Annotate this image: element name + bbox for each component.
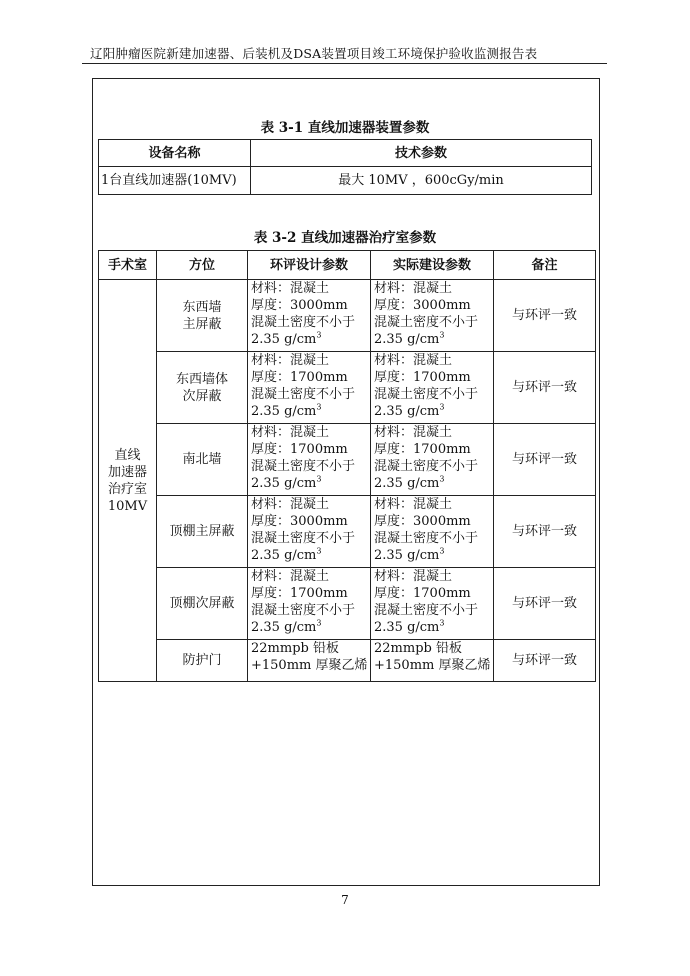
actual-param-line: [374, 602, 491, 619]
design-param-line: [251, 369, 368, 386]
actual-param-text: 混凝土密度不小于: [374, 603, 479, 618]
design-param-text: 2.35 g/cm: [251, 476, 317, 491]
design-param-line: [251, 602, 368, 619]
position-line: 南北墙: [182, 452, 222, 467]
table-row: [99, 424, 596, 496]
table1-params-cell: 最大 10MV ，600cGy/min: [251, 167, 592, 195]
design-param-text: 厚度：3000mm: [251, 514, 348, 529]
table-row: [99, 640, 596, 682]
actual-param-line: [374, 619, 491, 636]
design-param-line: [251, 513, 368, 530]
actual-param-text: 厚度：1700mm: [374, 370, 471, 385]
design-param-line: [251, 424, 368, 441]
actual-param-line: [374, 585, 491, 602]
actual-param-line: [374, 547, 491, 564]
table1-header-params: 技术参数: [251, 140, 592, 167]
design-param-line: [251, 403, 368, 420]
design-param-text: +150mm 厚聚乙烯: [251, 658, 368, 673]
design-param-text: 厚度：1700mm: [251, 586, 348, 601]
unit-exponent: 3: [439, 618, 445, 628]
actual-param-line: [374, 530, 491, 547]
actual-params-cell: [371, 424, 494, 496]
actual-param-text: 厚度：3000mm: [374, 298, 471, 313]
position-line: 东西墙: [182, 299, 222, 315]
position-cell: [157, 568, 248, 640]
actual-param-line: [374, 441, 491, 458]
actual-param-line: [374, 657, 491, 674]
actual-param-text: 混凝土密度不小于: [374, 315, 479, 330]
note-cell: 与环评一致: [494, 496, 596, 568]
actual-param-line: [374, 496, 491, 513]
position-line: 主屏蔽: [182, 316, 222, 332]
design-param-text: 材料：混凝土: [251, 497, 330, 512]
actual-param-line: [374, 403, 491, 420]
design-param-text: 混凝土密度不小于: [251, 603, 356, 618]
page-number: 7: [341, 893, 349, 907]
actual-param-line: [374, 458, 491, 475]
design-params-cell: [248, 640, 371, 682]
note-cell: 与环评一致: [494, 640, 596, 682]
design-param-line: [251, 386, 368, 403]
room-name-line: 加速器: [107, 464, 147, 480]
design-param-text: 22mmpb 铅板: [251, 641, 339, 656]
note-cell: 与环评一致: [494, 568, 596, 640]
room-name-line: 治疗室: [107, 481, 147, 497]
unit-exponent: 3: [316, 330, 322, 340]
actual-param-line: [374, 369, 491, 386]
actual-param-line: [374, 568, 491, 585]
unit-exponent: 3: [316, 402, 322, 412]
design-param-text: 2.35 g/cm: [251, 620, 317, 635]
design-param-line: [251, 547, 368, 564]
unit-exponent: 3: [439, 330, 445, 340]
actual-param-line: [374, 424, 491, 441]
actual-param-text: 厚度：3000mm: [374, 514, 471, 529]
actual-param-text: 2.35 g/cm: [374, 620, 440, 635]
design-param-line: [251, 297, 368, 314]
design-param-text: 混凝土密度不小于: [251, 387, 356, 402]
actual-param-line: [374, 513, 491, 530]
actual-param-text: 2.35 g/cm: [374, 332, 440, 347]
room-name-line: 10MV: [107, 498, 148, 514]
accelerator-device-table: [98, 139, 592, 195]
design-param-line: [251, 585, 368, 602]
note-cell: 与环评一致: [494, 280, 596, 352]
design-param-line: [251, 619, 368, 636]
room-name-line: 直线: [114, 447, 141, 463]
position-cell: [157, 640, 248, 682]
actual-param-text: 2.35 g/cm: [374, 476, 440, 491]
unit-exponent: 3: [439, 546, 445, 556]
design-param-text: 材料：混凝土: [251, 569, 330, 584]
actual-param-line: [374, 280, 491, 297]
actual-param-text: 材料：混凝土: [374, 569, 453, 584]
actual-param-text: 材料：混凝土: [374, 497, 453, 512]
position-cell: [157, 352, 248, 424]
actual-params-cell: [371, 568, 494, 640]
design-param-text: 材料：混凝土: [251, 281, 330, 296]
design-param-text: 材料：混凝土: [251, 425, 330, 440]
design-param-line: [251, 475, 368, 492]
actual-param-text: 材料：混凝土: [374, 353, 453, 368]
treatment-room-table: [98, 250, 596, 682]
table-row: [99, 352, 596, 424]
table2-caption: 表 3-2 直线加速器治疗室参数: [253, 230, 437, 246]
design-param-line: [251, 657, 368, 674]
actual-param-text: 2.35 g/cm: [374, 404, 440, 419]
position-line: 次屏蔽: [182, 388, 222, 404]
actual-param-text: +150mm 厚聚乙烯: [374, 658, 491, 673]
actual-param-line: [374, 297, 491, 314]
design-param-line: [251, 640, 368, 657]
design-param-text: 2.35 g/cm: [251, 332, 317, 347]
actual-param-text: 厚度：1700mm: [374, 442, 471, 457]
unit-exponent: 3: [316, 546, 322, 556]
table2-header-note: 备注: [494, 251, 596, 280]
actual-param-text: 2.35 g/cm: [374, 548, 440, 563]
actual-param-text: 厚度：1700mm: [374, 586, 471, 601]
room-name-cell: [99, 280, 157, 682]
design-param-line: [251, 280, 368, 297]
actual-param-line: [374, 331, 491, 348]
table2-header-actual: 实际建设参数: [371, 251, 494, 280]
design-param-text: 厚度：3000mm: [251, 298, 348, 313]
unit-exponent: 3: [439, 402, 445, 412]
design-params-cell: [248, 280, 371, 352]
note-cell: 与环评一致: [494, 352, 596, 424]
actual-param-text: 材料：混凝土: [374, 425, 453, 440]
actual-param-text: 22mmpb 铅板: [374, 641, 462, 656]
design-param-text: 混凝土密度不小于: [251, 531, 356, 546]
design-param-line: [251, 314, 368, 331]
unit-exponent: 3: [316, 618, 322, 628]
position-line: 顶棚主屏蔽: [169, 524, 235, 539]
actual-param-line: [374, 386, 491, 403]
position-line: 防护门: [182, 653, 222, 668]
table1-device-cell: 1台直线加速器(10MV): [99, 167, 251, 195]
header-divider: [82, 63, 607, 64]
actual-param-line: [374, 475, 491, 492]
design-params-cell: [248, 424, 371, 496]
design-param-text: 混凝土密度不小于: [251, 315, 356, 330]
table2-header-position: 方位: [157, 251, 248, 280]
design-param-line: [251, 568, 368, 585]
actual-param-line: [374, 314, 491, 331]
design-param-text: 厚度：1700mm: [251, 442, 348, 457]
actual-params-cell: [371, 280, 494, 352]
table-row: [99, 496, 596, 568]
table1-header-device: 设备名称: [99, 140, 251, 167]
table-row: [99, 568, 596, 640]
table-row: [99, 280, 596, 352]
actual-param-line: [374, 640, 491, 657]
actual-param-line: [374, 352, 491, 369]
actual-params-cell: [371, 352, 494, 424]
design-param-line: [251, 331, 368, 348]
design-params-cell: [248, 352, 371, 424]
position-cell: [157, 496, 248, 568]
actual-params-cell: [371, 496, 494, 568]
design-params-cell: [248, 568, 371, 640]
position-cell: [157, 424, 248, 496]
design-param-text: 混凝土密度不小于: [251, 459, 356, 474]
position-line: 东西墙体: [175, 371, 228, 387]
actual-param-text: 混凝土密度不小于: [374, 531, 479, 546]
design-param-line: [251, 496, 368, 513]
table1-caption: 表 3-1 直线加速器装置参数: [260, 120, 430, 136]
actual-param-text: 混凝土密度不小于: [374, 459, 479, 474]
unit-exponent: 3: [439, 474, 445, 484]
design-param-text: 2.35 g/cm: [251, 548, 317, 563]
design-param-line: [251, 441, 368, 458]
design-params-cell: [248, 496, 371, 568]
actual-param-text: 材料：混凝土: [374, 281, 453, 296]
report-header-title: 辽阳肿瘤医院新建加速器、后装机及DSA装置项目竣工环境保护验收监测报告表: [90, 46, 538, 61]
design-param-text: 2.35 g/cm: [251, 404, 317, 419]
table2-header-room: 手术室: [99, 251, 157, 280]
actual-param-text: 混凝土密度不小于: [374, 387, 479, 402]
position-cell: [157, 280, 248, 352]
design-param-text: 材料：混凝土: [251, 353, 330, 368]
position-line: 顶棚次屏蔽: [169, 596, 235, 611]
design-param-line: [251, 352, 368, 369]
design-param-line: [251, 530, 368, 547]
note-cell: 与环评一致: [494, 424, 596, 496]
table2-header-design: 环评设计参数: [248, 251, 371, 280]
design-param-text: 厚度：1700mm: [251, 370, 348, 385]
design-param-line: [251, 458, 368, 475]
actual-params-cell: [371, 640, 494, 682]
unit-exponent: 3: [316, 474, 322, 484]
